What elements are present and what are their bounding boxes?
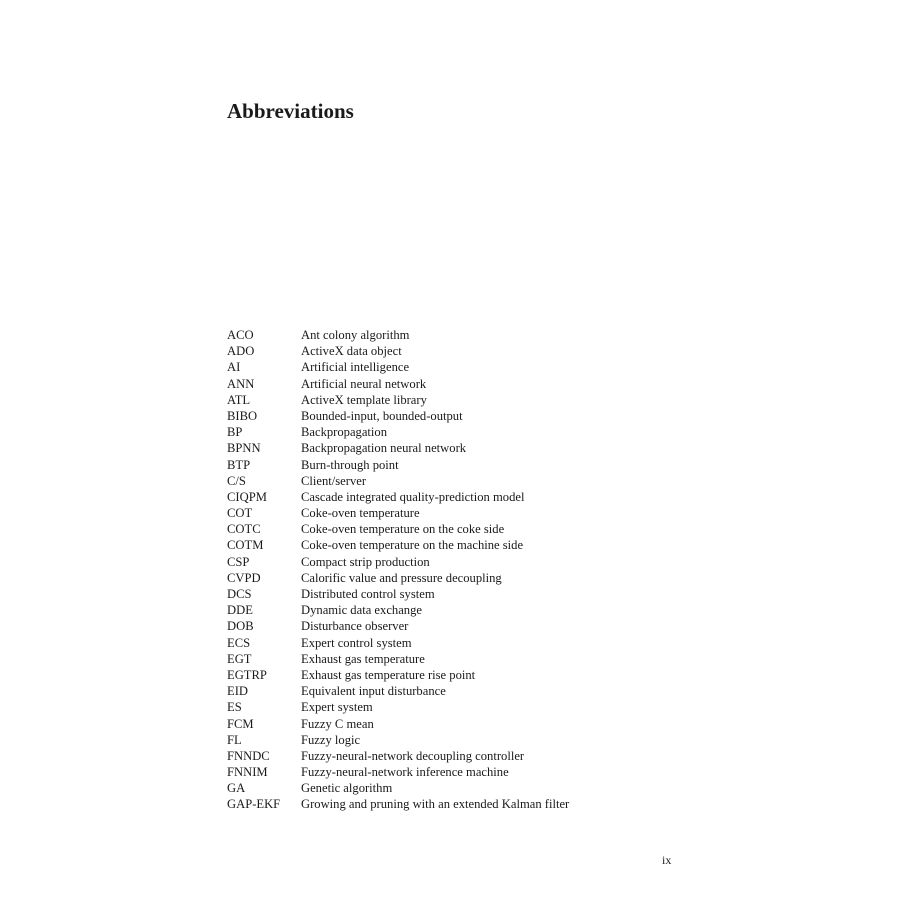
abbreviation-definition: Burn-through point [301, 457, 399, 472]
abbreviation-term: FCM [227, 716, 254, 731]
abbreviation-definition: Equivalent input disturbance [301, 684, 446, 699]
abbreviation-row [227, 424, 569, 440]
abbreviation-definition: Bounded-input, bounded-output [301, 408, 463, 423]
abbreviation-term: CVPD [227, 570, 261, 585]
abbreviation-row [227, 554, 569, 570]
abbreviation-definition: Backpropagation [301, 425, 388, 440]
abbreviation-term: DDE [227, 603, 253, 618]
abbreviation-definition: Coke-oven temperature on the coke side [301, 522, 505, 537]
abbreviation-row [227, 748, 569, 764]
abbreviation-definition: Client/server [301, 473, 367, 488]
abbreviation-term: ES [227, 700, 242, 715]
abbreviation-definition: Compact strip production [301, 554, 430, 569]
abbreviation-row [227, 683, 569, 699]
abbreviation-term: COT [227, 506, 253, 521]
abbreviation-definition: Calorific value and pressure decoupling [301, 570, 502, 585]
abbreviation-definition: Dynamic data exchange [301, 603, 422, 618]
abbreviation-term: ATL [227, 392, 251, 407]
abbreviation-definition: Expert system [301, 700, 373, 715]
abbreviation-term: EGTRP [227, 667, 267, 682]
abbreviation-row [227, 327, 569, 343]
abbreviation-definition: Exhaust gas temperature [301, 651, 425, 666]
abbreviation-definition: Genetic algorithm [301, 781, 393, 796]
abbreviation-term: ACO [227, 328, 254, 342]
abbreviation-row [227, 473, 569, 489]
abbreviation-term: ECS [227, 635, 251, 650]
abbreviation-row [227, 796, 569, 812]
abbreviation-row [227, 635, 569, 651]
abbreviation-row [227, 570, 569, 586]
abbreviation-row [227, 440, 569, 456]
page-title: Abbreviations [227, 99, 354, 123]
abbreviation-row [227, 537, 569, 553]
abbreviation-row [227, 586, 569, 602]
abbreviation-term: FNNDC [227, 748, 270, 763]
abbreviation-term: ADO [227, 344, 255, 359]
abbreviation-row [227, 732, 569, 748]
abbreviation-term: DCS [227, 587, 252, 601]
abbreviation-definition: Fuzzy logic [301, 732, 361, 747]
abbreviation-row [227, 764, 569, 780]
abbreviation-definition: Exhaust gas temperature rise point [301, 667, 476, 682]
abbreviation-row [227, 408, 569, 424]
abbreviation-term: EGT [227, 651, 252, 666]
abbreviation-definition: Disturbance observer [301, 619, 409, 634]
abbreviation-row [227, 699, 569, 715]
page-number: ix [662, 853, 672, 867]
abbreviation-definition: Coke-oven temperature on the machine side [301, 538, 524, 553]
abbreviation-definition: Cascade integrated quality-prediction model [301, 489, 525, 504]
abbreviation-term: BP [227, 425, 243, 440]
abbreviation-term: COTC [227, 522, 261, 537]
abbreviation-row [227, 667, 569, 683]
abbreviation-definition: Growing and pruning with an extended Kalman filter [301, 797, 570, 812]
abbreviation-row [227, 780, 569, 796]
abbreviation-term: AI [227, 360, 241, 375]
abbreviation-row [227, 521, 569, 537]
abbreviation-definition: Fuzzy C mean [301, 716, 374, 731]
abbreviation-term: GAP-EKF [227, 797, 281, 812]
abbreviation-term: CSP [227, 554, 250, 569]
abbreviation-term: BPNN [227, 441, 261, 456]
abbreviation-term: BTP [227, 457, 251, 472]
abbreviation-row [227, 618, 569, 634]
abbreviation-row [227, 651, 569, 667]
abbreviation-term: COTM [227, 538, 264, 553]
abbreviation-definition: Artificial neural network [301, 376, 427, 391]
abbreviation-term: CIQPM [227, 489, 267, 504]
abbreviation-row [227, 392, 569, 408]
abbreviation-row [227, 505, 569, 521]
abbreviation-row [227, 489, 569, 505]
abbreviation-term: BIBO [227, 408, 258, 423]
abbreviation-definition: ActiveX data object [301, 344, 402, 359]
abbreviation-definition: Fuzzy-neural-network inference machine [301, 765, 509, 780]
abbreviation-list [227, 327, 569, 813]
abbreviation-definition: Expert control system [301, 635, 412, 650]
abbreviation-term: ANN [227, 376, 255, 391]
abbreviation-row [227, 716, 569, 732]
abbreviation-row [227, 359, 569, 375]
abbreviation-definition: Backpropagation neural network [301, 441, 467, 456]
abbreviation-row [227, 376, 569, 392]
abbreviation-term: FNNIM [227, 765, 268, 780]
abbreviation-term: FL [227, 732, 242, 747]
abbreviation-row [227, 457, 569, 473]
abbreviation-row [227, 343, 569, 359]
abbreviation-definition: ActiveX template library [301, 392, 427, 407]
abbreviation-definition: Distributed control system [301, 587, 435, 601]
abbreviation-term: GA [227, 781, 246, 796]
abbreviation-definition: Coke-oven temperature [301, 506, 420, 521]
abbreviation-term: EID [227, 684, 248, 699]
abbreviation-definition: Fuzzy-neural-network decoupling controller [301, 748, 525, 763]
abbreviation-definition: Ant colony algorithm [301, 328, 410, 342]
abbreviation-definition: Artificial intelligence [301, 360, 410, 375]
abbreviation-row [227, 602, 569, 618]
abbreviation-term: DOB [227, 619, 254, 634]
abbreviation-term: C/S [227, 473, 246, 488]
